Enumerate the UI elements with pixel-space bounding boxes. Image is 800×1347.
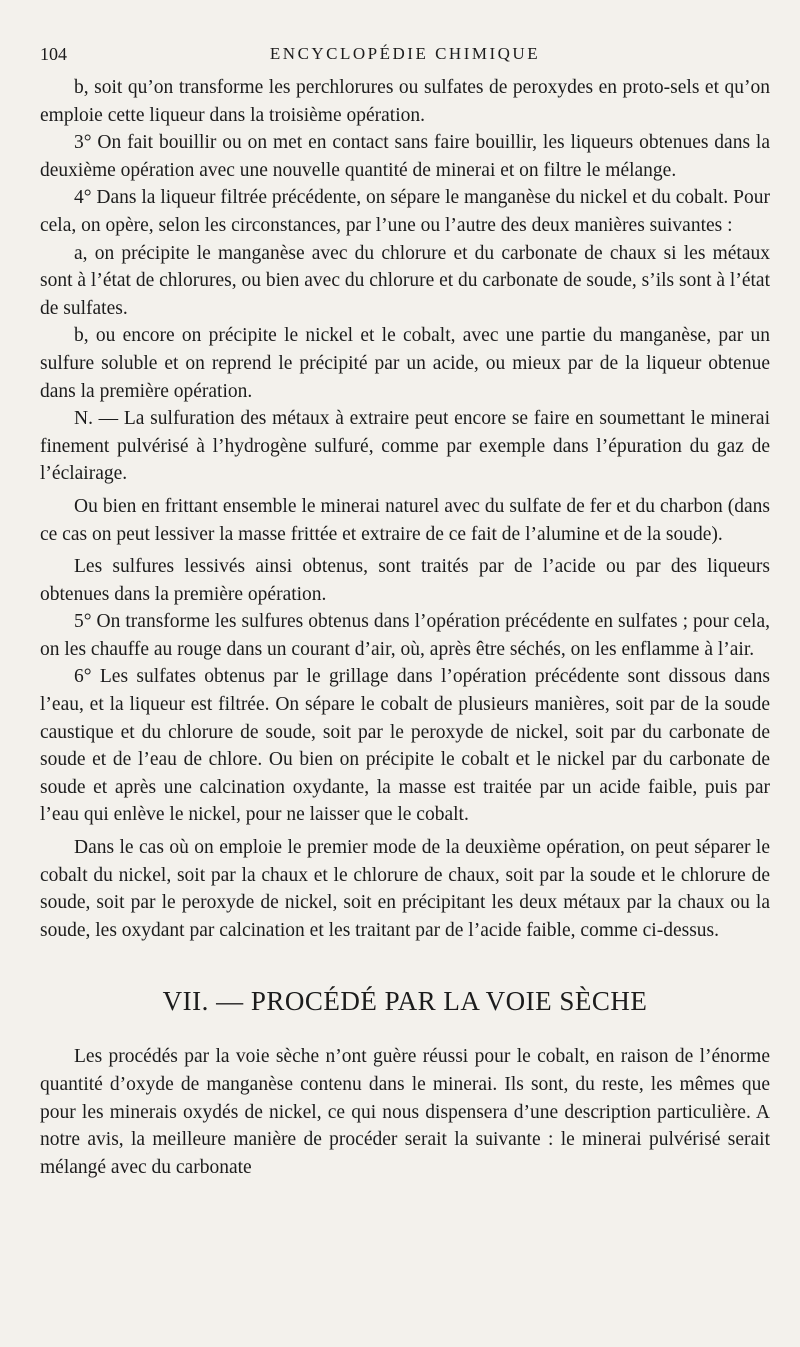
page-number: 104 (40, 44, 67, 64)
page-header (40, 40, 770, 70)
section-heading: VII. — PROCÉDÉ PAR LA VOIE SÈCHE (162, 986, 648, 1017)
paragraph-step-6: 6° Les sulfates obtenus par le grillage dans l’opération précédente sont dissous dans l’eau, et la liqueur est filtrée. On sépare le cobalt de plusieurs manières, soit par de la soude caustique et du chlorure de soude, soit par le peroxyde de nickel, soit par du carbonate de soude et de l’eau de chlore. Ou bien on précipite le cobalt et le nickel par du carbonate de soude et après une calcination oxydante, la masse est traitée par un acide faible, puis par l’eau qui enlève le nickel, pour ne laisser que le cobalt. (40, 666, 770, 826)
paragraph-step-3: 3° On fait bouillir ou on met en contact sans faire bouillir, les liqueurs obtenues dans la deuxième opération avec une nouvelle quantité de minerai et on filtre le mélange. (40, 132, 770, 181)
page-body (40, 74, 770, 1181)
paragraph-b-proto-sels: b, soit qu’on transforme les perchlorures ou sulfates de peroxydes en proto-sels et qu’on emploie cette liqueur dans la troisième opération. (40, 77, 770, 126)
paragraph-frittage: Ou bien en frittant ensemble le minerai naturel avec du sulfate de fer et du charbon (dans ce cas on peut lessiver la masse frittée et extraire de ce fait de l’alumine et de la soude). (40, 495, 770, 545)
paragraph-sulfures-lessives: Les sulfures lessivés ainsi obtenus, sont traités par de l’acide ou par des liqueurs obtenues dans la première opération. (40, 556, 770, 605)
paragraph-voie-seche: Les procédés par la voie sèche n’ont guère réussi pour le cobalt, en raison de l’énorme quantité d’oxyde de manganèse contenu dans le minerai. Ils sont, du reste, les mêmes que pour les minerais oxydés de nickel, ce qui nous dispensera d’une description particulière. A notre avis, la meilleure manière de procéder serait la suivante : le minerai pulvérisé serait mélangé avec du carbonate (40, 1046, 770, 1178)
paragraph-premier-mode: Dans le cas où on emploie le premier mode de la deuxième opération, on peut séparer le cobalt du nickel, soit par la chaux et le chlorure de chaux, soit par la soude et le chlorure de soude, soit par le peroxyde de nickel, soit en précipitant les deux métaux par la chaux ou la soude, les oxydant par calcination et les traitant par de l’acide faible, comme ci-dessus. (40, 837, 770, 941)
running-title: ENCYCLOPÉDIE CHIMIQUE (269, 44, 541, 63)
paragraph-note-n: N. — La sulfuration des métaux à extraire peut encore se faire en soumettant le minerai finement pulvérisé à l’hydrogène sulfuré, comme par exemple dans l’épuration du gaz de l’éclairage. (40, 408, 770, 485)
paragraph-option-a: a, on précipite le manganèse avec du chlorure et du carbonate de chaux si les métaux sont à l’état de chlorures, ou bien avec du chlorure et du carbonate de soude, s’ils sont à l’état de sulfates. (40, 242, 770, 319)
paragraph-option-b: b, ou encore on précipite le nickel et le cobalt, avec une partie du manganèse, par un sulfure soluble et on reprend le précipité par un acide, ou mieux par de la liqueur obtenue dans la première opération. (40, 325, 770, 402)
paragraph-step-5: 5° On transforme les sulfures obtenus dans l’opération précédente en sulfates ; pour cela, on les chauffe au rouge dans un courant d’air, où, après être séchés, on les enflamme à l’air. (40, 611, 770, 660)
paragraph-step-4: 4° Dans la liqueur filtrée précédente, on sépare le manganèse du nickel et du cobalt. Pour cela, on opère, selon les circonstances, par l’une ou l’autre des deux manières suivantes : (40, 187, 770, 236)
